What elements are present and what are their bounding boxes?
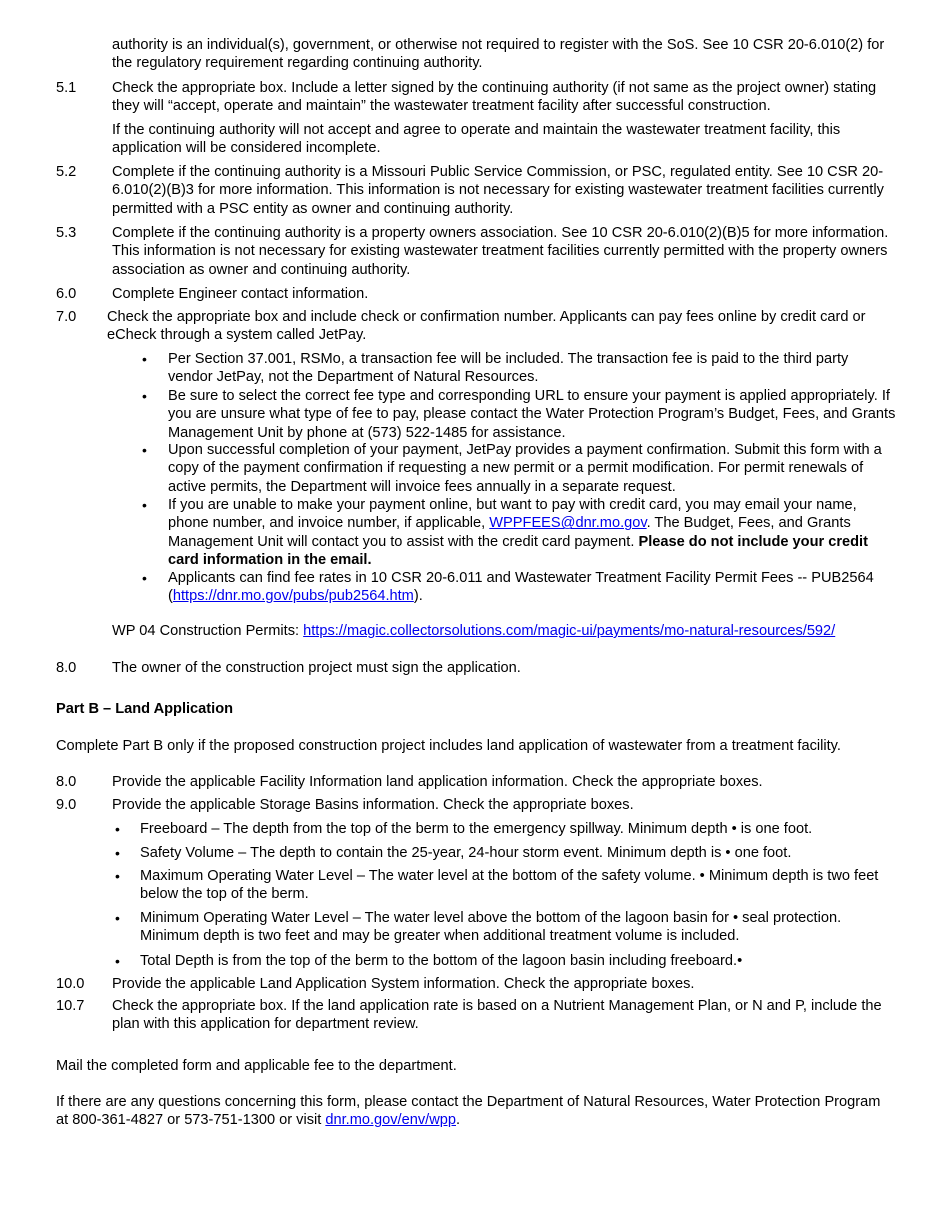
item-number: 5.2 <box>56 164 77 180</box>
item-text: Complete if the continuing authority is a Missouri Public Service Commission, or PSC, regulated entity. See 10 CSR 20-6.010(2)(B)3 for more information. This information is not necessary for existing wastewater treatment facilities currently permitted with a PSC entity as owner and continuing authority. <box>112 164 884 217</box>
bullet-marker: • <box>115 868 120 884</box>
bullet-text <box>168 569 896 606</box>
contact-paragraph <box>56 1093 886 1130</box>
bullet-text: Maximum Operating Water Level – The water level at the bottom of the safety volume. • Minimum depth is two feet below the top of the berm. <box>140 868 879 903</box>
credit-card-warning: Please do not include your credit card information in the email. <box>168 533 868 569</box>
wpp-website-link[interactable]: dnr.mo.gov/env/wpp <box>325 1112 456 1129</box>
item-number: 5.1 <box>56 80 77 96</box>
wp04-label: WP 04 Construction Permits: <box>112 623 304 639</box>
bullet-text <box>168 496 896 570</box>
intro-continuation: authority is an individual(s), government, or otherwise not required to register with the SoS. See 10 CSR 20-6.010(2) for the regulatory requirement regarding continuing authority. <box>112 37 885 72</box>
item-text: Provide the applicable Land Application System information. Check the appropriate boxes. <box>112 976 695 992</box>
item-number: 6.0 <box>56 286 77 302</box>
item-text: The owner of the construction project must sign the application. <box>112 660 521 676</box>
wp04-payment-link[interactable]: https://magic.collectorsolutions.com/magic-ui/payments/mo-natural-resources/592/ <box>303 623 836 639</box>
item-text: Provide the applicable Storage Basins information. Check the appropriate boxes. <box>112 797 634 813</box>
part-b-heading: Part B – Land Application <box>56 701 234 717</box>
item-number: 8.0 <box>56 660 77 676</box>
item-number: 10.7 <box>56 998 85 1014</box>
mail-instruction: Mail the completed form and applicable fee to the department. <box>56 1058 457 1074</box>
bullet-marker: • <box>115 821 120 837</box>
bullet-marker: • <box>142 351 147 367</box>
item-text-content: Check the appropriate box and include check or confirmation number. Applicants can pay fees online by credit card or eCheck through a system called JetPay. <box>107 309 866 344</box>
bullet-text-part: ). <box>413 588 423 605</box>
bullet-marker: • <box>142 497 147 513</box>
wp04-line <box>112 622 912 640</box>
item-number: 5.3 <box>56 225 77 241</box>
item-text: Check the appropriate box. If the land application rate is based on a Nutrient Management Plan, or N and P, include the plan with this application for department review. <box>112 998 882 1033</box>
item-text: Check the appropriate box. Include a letter signed by the continuing authority (if not same as the project owner) stating they will “accept, operate and maintain” the wastewater treatment facility after successful construction. <box>112 80 877 115</box>
bullet-marker: • <box>115 845 120 861</box>
contact-text-end: . <box>455 1112 461 1129</box>
item-text: Provide the applicable Facility Information land application information. Check the appropriate boxes. <box>112 774 763 790</box>
bullet-text: Safety Volume – The depth to contain the 25-year, 24-hour storm event. Minimum depth is • one foot. <box>140 845 792 861</box>
bullet-marker: • <box>142 388 147 404</box>
bullet-text-part: If you are unable to make your payment online, but want to pay with credit card, you may email your name, phone number, and invoice number, if applicable, <box>168 497 857 532</box>
item-text <box>107 308 897 345</box>
item-5-1-note: If the continuing authority will not accept and agree to operate and maintain the wastewater treatment facility, this application will be considered incomplete. <box>112 122 841 157</box>
fee-email-link[interactable]: WPPFEES@dnr.mo.gov <box>489 515 647 532</box>
item-text: Complete if the continuing authority is a property owners association. See 10 CSR 20-6.010(2)(B)5 for more information. This information is not necessary for existing wastewater treatment facilities currently permitted with the property owners association as owner and continuing authority. <box>112 225 889 278</box>
bullet-text-part: Applicants can find fee rates in 10 CSR 20-6.011 and Wastewater Treatment Facility Permit Fees -- PUB2564 ( <box>168 570 874 605</box>
bullet-text: Be sure to select the correct fee type and corresponding URL to ensure your payment is applied appropriately. If you are unsure what type of fee to pay, please contact the Water Protection Program’s Budget, Fees, and Grants Management Unit by phone at (573) 522-1485 for assistance. <box>168 388 896 441</box>
bullet-text: Per Section 37.001, RSMo, a transaction fee will be included. The transaction fee is paid to the third party vendor JetPay, not the Department of Natural Resources. <box>168 351 849 386</box>
bullet-text: Upon successful completion of your payment, JetPay provides a payment confirmation. Submit this form with a copy of the payment confirmation if requesting a new permit or a permit modification. For permit renewals of active permits, the Department will invoice fees annually in a separate request. <box>168 442 882 495</box>
bullet-marker: • <box>142 570 147 586</box>
item-number: 7.0 <box>56 309 77 325</box>
bullet-text: Total Depth is from the top of the berm to the bottom of the lagoon basin including freeboard.• <box>140 953 743 969</box>
bullet-text: Freeboard – The depth from the top of the berm to the emergency spillway. Minimum depth • is one foot. <box>140 821 813 837</box>
bullet-text: Minimum Operating Water Level – The water level above the bottom of the lagoon basin for • seal protection. Minimum depth is two feet and may be greater when additional treatment volume is included. <box>140 910 842 945</box>
bullet-text-part: . The Budget, Fees, and Grants Management Unit will contact you to assist with the credit card payment. <box>168 515 851 550</box>
part-b-intro: Complete Part B only if the proposed construction project includes land application of wastewater from a treatment facility. <box>56 738 841 754</box>
pub2564-link[interactable]: https://dnr.mo.gov/pubs/pub2564.htm <box>172 588 414 605</box>
item-number: 10.0 <box>56 976 85 992</box>
contact-text: If there are any questions concerning this form, please contact the Department of Natural Resources, Water Protection Program at 800-361-4827 or 573-751-1300 or visit <box>56 1094 881 1129</box>
bullet-marker: • <box>142 442 147 458</box>
bullet-marker: • <box>115 953 120 969</box>
item-text: Complete Engineer contact information. <box>112 286 369 302</box>
item-number: 9.0 <box>56 797 77 813</box>
bullet-marker: • <box>115 910 120 926</box>
item-number: 8.0 <box>56 774 77 790</box>
